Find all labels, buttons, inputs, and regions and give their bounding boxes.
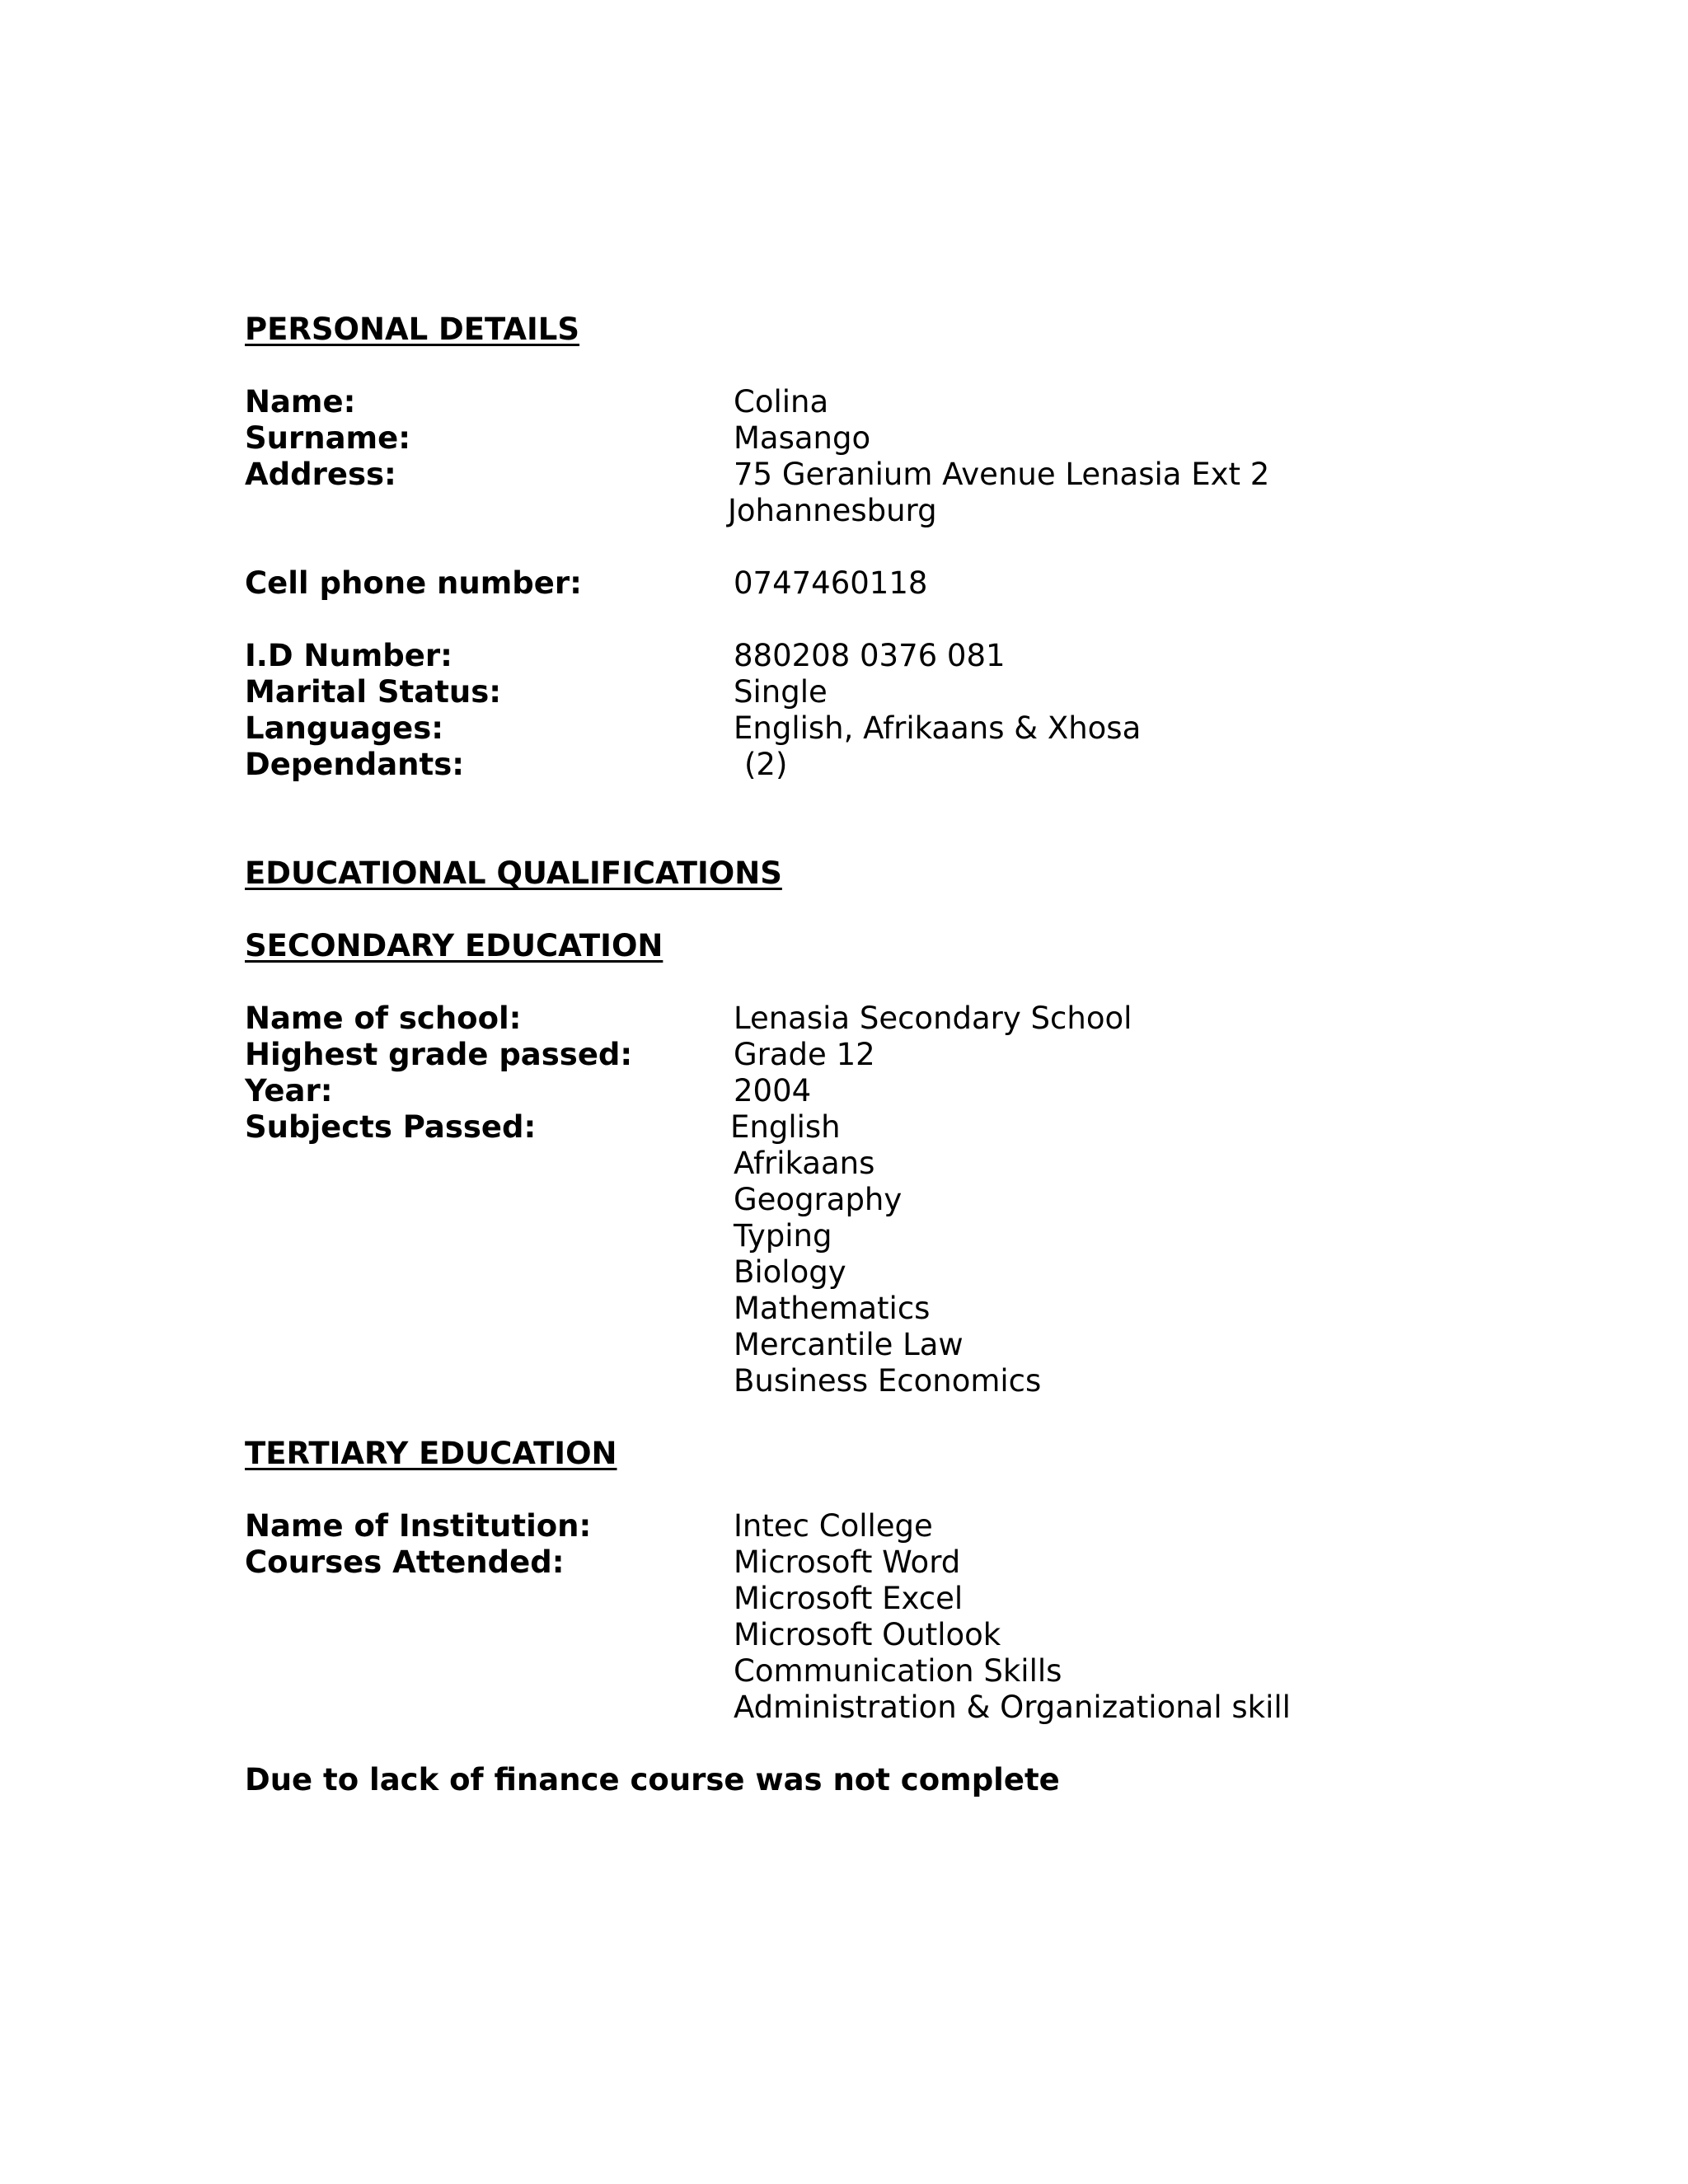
address-line-1: 75 Geranium Avenue Lenasia Ext 2 [734, 457, 1270, 492]
subject-item: Afrikaans [734, 1146, 875, 1181]
year-label: Year: [245, 1073, 333, 1108]
course-item: Administration & Organizational skill [734, 1690, 1291, 1725]
personal-details-heading: PERSONAL DETAILS [245, 312, 580, 347]
educational-qualifications-heading: EDUCATIONAL QUALIFICATIONS [245, 855, 782, 891]
course-item: Microsoft Excel [734, 1581, 964, 1616]
subject-item: Biology [734, 1254, 846, 1290]
languages-label: Languages: [245, 710, 444, 746]
secondary-education-heading: SECONDARY EDUCATION [245, 928, 663, 963]
highest-grade-label: Highest grade passed: [245, 1037, 633, 1072]
finance-note: Due to lack of finance course was not complete [245, 1762, 1060, 1797]
course-item: Microsoft Word [734, 1544, 961, 1580]
institution-label: Name of Institution: [245, 1508, 592, 1544]
name-value: Colina [734, 384, 829, 419]
highest-grade-value: Grade 12 [734, 1037, 875, 1072]
cell-phone-value: 0747460118 [734, 565, 928, 601]
languages-value: English, Afrikaans & Xhosa [734, 710, 1142, 746]
address-line-2: Johannesburg [728, 493, 937, 528]
subject-item: Business Economics [734, 1363, 1042, 1399]
surname-label: Surname: [245, 420, 410, 456]
subject-item: Mathematics [734, 1291, 931, 1326]
marital-status-label: Marital Status: [245, 674, 502, 710]
subject-item: Mercantile Law [734, 1327, 964, 1362]
tertiary-education-heading: TERTIARY EDUCATION [245, 1436, 617, 1471]
surname-value: Masango [734, 420, 871, 456]
address-label: Address: [245, 457, 396, 492]
course-item: Communication Skills [734, 1653, 1062, 1689]
subject-item: Geography [734, 1182, 903, 1217]
subject-item: English [730, 1109, 841, 1145]
year-value: 2004 [734, 1073, 812, 1108]
subjects-passed-label: Subjects Passed: [245, 1109, 537, 1145]
marital-status-value: Single [734, 674, 828, 710]
courses-attended-label: Courses Attended: [245, 1544, 565, 1580]
dependants-value: (2) [744, 747, 788, 782]
name-label: Name: [245, 384, 356, 419]
institution-value: Intec College [734, 1508, 933, 1544]
id-number-label: I.D Number: [245, 638, 452, 673]
subject-item: Typing [734, 1218, 832, 1254]
school-name-label: Name of school: [245, 1001, 522, 1036]
school-name-value: Lenasia Secondary School [734, 1001, 1132, 1036]
cell-phone-label: Cell phone number: [245, 565, 582, 601]
id-number-value: 880208 0376 081 [734, 638, 1006, 673]
dependants-label: Dependants: [245, 747, 465, 782]
course-item: Microsoft Outlook [734, 1617, 1001, 1652]
